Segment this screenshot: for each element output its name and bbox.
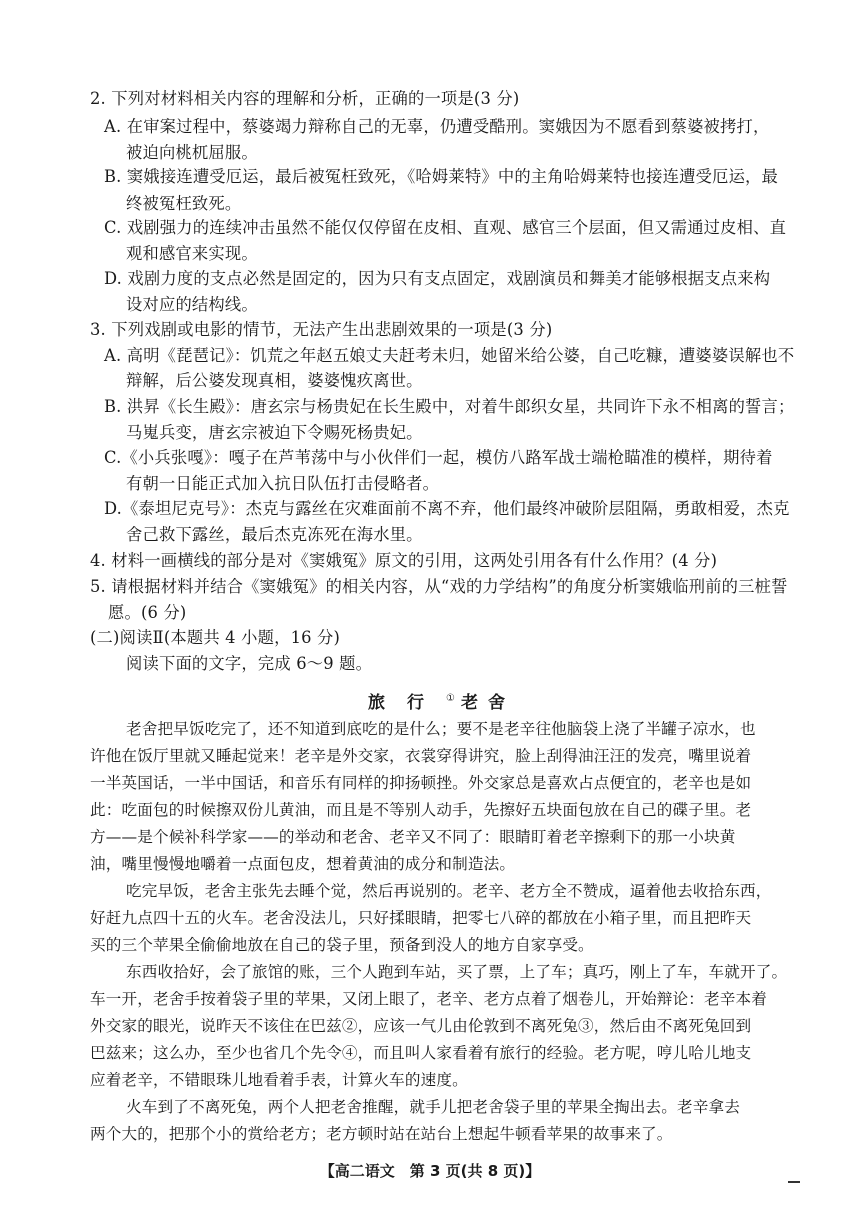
question-line: 辩解，后公婆发现真相，婆婆愧疚离世。 <box>126 371 423 390</box>
story-title <box>368 688 568 713</box>
story-line: 吃完早饭，老舍主张先去睡个觉，然后再说别的。老辛、老方全不赞成，逼着他去收拾东西， <box>126 882 772 900</box>
story-line: 油，嘴里慢慢地嚼着一点面包皮，想着黄油的成分和制造法。 <box>90 855 516 873</box>
story-line: 买的三个苹果全偷偷地放在自己的袋子里，预备到没人的地方自家享受。 <box>90 936 594 954</box>
question-line: 2. 下列对材料相关内容的理解和分析，正确的一项是(3 分) <box>90 89 520 108</box>
question-line: C.《小兵张嘎》：嘎子在芦苇荡中与小伙伴们一起，模仿八路军战士端枪瞄准的模样，期待着 <box>104 448 773 467</box>
story-line: 方——是个候补科学家——的举动和老舍、老辛又不同了：眼睛盯着老辛擦剩下的那一小块黄 <box>90 828 736 846</box>
story-line: 巴兹来；这么办，至少也省几个先令④，而且叫人家看着有旅行的经验。老方呢，哼儿哈儿地支 <box>90 1044 752 1062</box>
story-line: 火车到了不离死兔，两个人把老舍推醒，就手儿把老舍袋子里的苹果全掏出去。老辛拿去 <box>126 1098 741 1116</box>
story-line: 此：吃面包的时候擦双份儿黄油，而且是不等别人动手，先擦好五块面包放在自己的碟子里。老 <box>90 801 752 819</box>
story-line: 外交家的眼光，说昨天不该住在巴兹②，应该一气儿由伦敦到不离死兔③，然后由不离死兔回到 <box>90 1017 752 1035</box>
question-line: 设对应的结构线。 <box>126 295 258 314</box>
question-line: D. 戏剧力度的支点必然是固定的，因为只有支点固定，戏剧演员和舞美才能够根据支点来构 <box>104 269 771 288</box>
question-line: 有朝一日能正式加入抗日队伍打击侵略者。 <box>126 474 440 493</box>
corner-mark <box>788 1181 800 1183</box>
story-line: 一半英国话，一半中国话，和音乐有同样的抑扬顿挫。外交家总是喜欢占点便宜的，老辛也是如 <box>90 774 752 792</box>
story-line: 好赶九点四十五的火车。老舍没法儿，只好揉眼睛，把零七八碎的都放在小箱子里，而且把昨天 <box>90 909 752 927</box>
question-line: D.《泰坦尼克号》：杰克与露丝在灾难面前不离不弃，他们最终冲破阶层阻隔，勇敢相爱，杰克 <box>104 499 790 518</box>
question-line: 愿。(6 分) <box>108 603 187 622</box>
story-line: 两个大的，把那个小的赏给老方；老方顿时站在站台上想起牛顿看苹果的故事来了。 <box>90 1125 673 1143</box>
question-line: B. 窦娥接连遭受厄运，最后被冤枉致死，《哈姆莱特》中的主角哈姆莱特也接连遭受厄运，最 <box>104 167 779 186</box>
question-line: 3. 下列戏剧或电影的情节，无法产生出悲剧效果的一项是(3 分) <box>90 320 553 339</box>
question-line: 终被冤枉致死。 <box>126 194 242 213</box>
page-footer: 【高二语文 第 3 页(共 8 页)】 <box>319 1162 541 1180</box>
footnote-marker: ① <box>446 693 455 705</box>
story-line: 车一开，老舍手按着袋子里的苹果，又闭上眼了，老辛、老方点着了烟卷儿，开始辩论：老辛本着 <box>90 990 767 1008</box>
question-line: 观和感官来实现。 <box>126 244 258 263</box>
story-line: 应着老辛，不错眼珠儿地看着手表，计算火车的速度。 <box>90 1071 468 1089</box>
story-line: 东西收拾好，会了旅馆的账，三个人跑到车站，买了票，上了车；真巧，刚上了车，车就开了。 <box>126 963 788 981</box>
question-line: C. 戏剧强力的连续冲击虽然不能仅仅停留在皮相、直观、感官三个层面，但又需通过皮相、直 <box>104 218 787 237</box>
question-line: B. 洪昇《长生殿》：唐玄宗与杨贵妃在长生殿中，对着牛郎织女星，共同许下永不相离的誓言； <box>104 397 795 416</box>
question-line: 4. 材料一画横线的部分是对《窦娥冤》原文的引用，这两处引用各有什么作用？(4 分) <box>90 551 718 570</box>
question-line: (二)阅读Ⅱ(本题共 4 小题，16 分) <box>90 628 341 647</box>
story-author: 老舍 <box>460 693 515 713</box>
story-line: 老舍把早饭吃完了，还不知道到底吃的是什么；要不是老辛往他脑袋上浇了半罐子凉水，也 <box>126 720 756 738</box>
question-line: A. 在审案过程中，蔡婆竭力辩称自己的无辜，仍遭受酷刑。窦娥因为不愿看到蔡婆被拷打， <box>104 117 770 136</box>
question-line: 阅读下面的文字，完成 6～9 题。 <box>126 654 373 673</box>
question-line: A. 高明《琵琶记》：饥荒之年赵五娘丈夫赶考未归，她留米给公婆，自己吃糠，遭婆婆误解也不 <box>104 346 795 365</box>
story-line: 许他在饭厅里就又睡起觉来！老辛是外交家，衣裳穿得讲究，脸上刮得油汪汪的发亮，嘴里说着 <box>90 747 752 765</box>
question-line: 舍己救下露丝，最后杰克冻死在海水里。 <box>126 525 423 544</box>
question-line: 5. 请根据材料并结合《窦娥冤》的相关内容，从“戏的力学结构”的角度分析窦娥临刑前的三桩誓 <box>90 577 788 596</box>
question-line: 马嵬兵变，唐玄宗被迫下令赐死杨贵妃。 <box>126 423 423 442</box>
story-title-text: 旅行 <box>368 693 446 713</box>
question-line: 被迫向桃杌屈服。 <box>126 143 258 162</box>
